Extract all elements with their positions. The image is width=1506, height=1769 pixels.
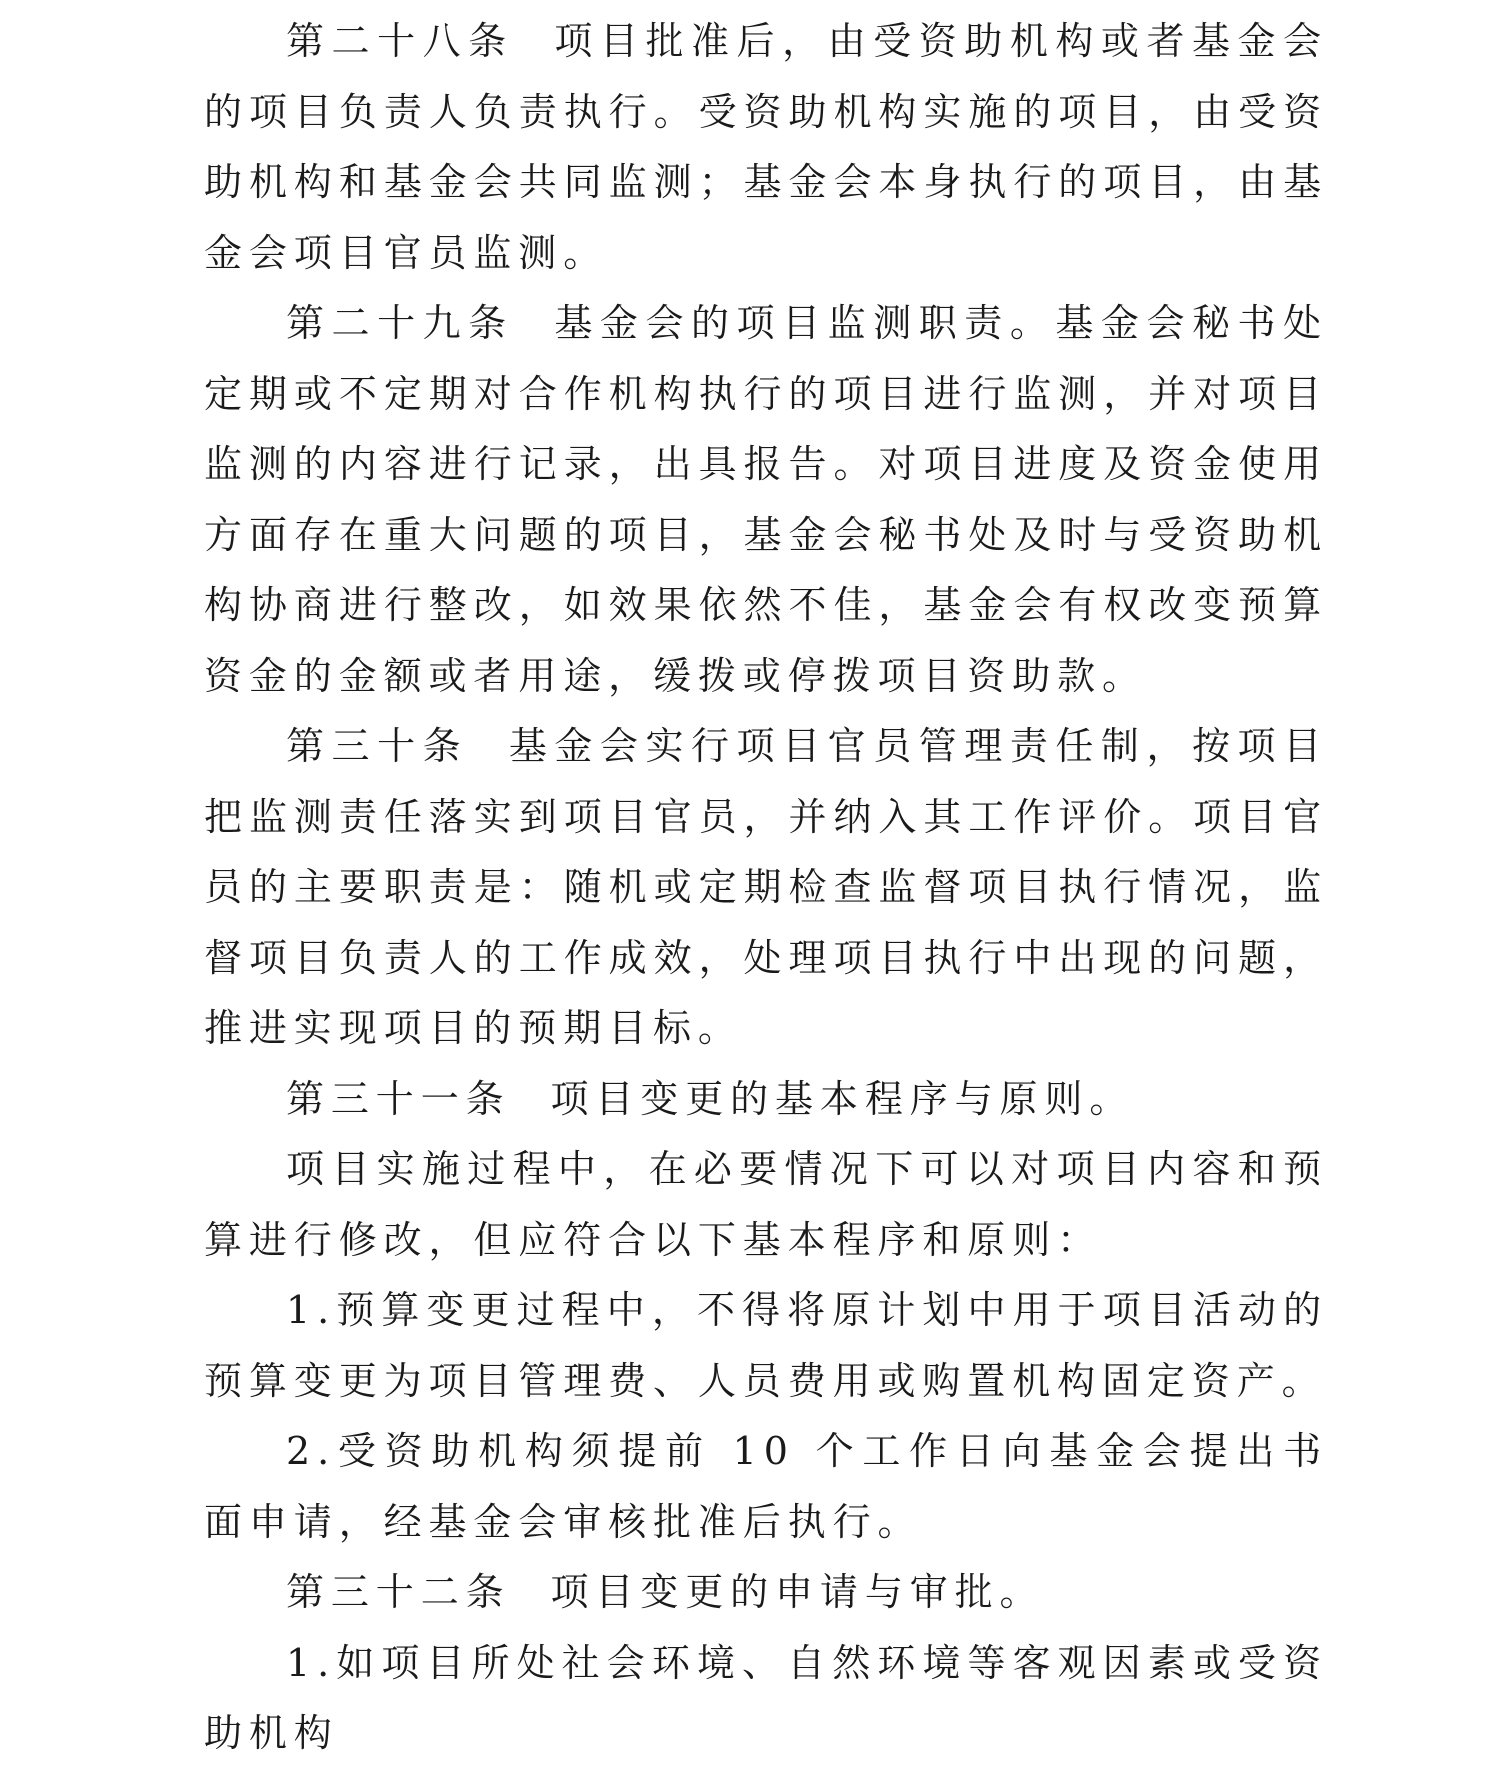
paragraph-text: 2.受资助机构须提前 10 个工作日向基金会提出书面申请，经基金会审核批准后执行。 <box>204 1429 1328 1544</box>
article-number: 第二十九条 <box>286 301 514 345</box>
paragraph-text: 1.如项目所处社会环境、自然环境等客观因素或受资助机构 <box>204 1640 1328 1755</box>
paragraph-article-31 <box>204 1064 1328 1135</box>
document-body <box>204 6 1328 1769</box>
paragraph-article-28 <box>204 6 1328 288</box>
paragraph-article-30 <box>204 711 1328 1064</box>
article-number: 第三十条 <box>286 724 469 768</box>
paragraph-text: 项目变更的申请与审批。 <box>550 1570 1045 1614</box>
paragraph-article-29 <box>204 288 1328 711</box>
paragraph-change-intro <box>204 1134 1328 1275</box>
article-number: 第三十二条 <box>286 1570 511 1614</box>
article-number: 第三十一条 <box>286 1076 511 1121</box>
paragraph-text: 项目实施过程中，在必要情况下可以对项目内容和预算进行修改，但应符合以下基本程序和原则： <box>204 1147 1328 1262</box>
paragraph-article-32 <box>204 1557 1328 1628</box>
paragraph-change-rule-1 <box>204 1275 1328 1416</box>
paragraph-approval-rule-1 <box>204 1628 1328 1769</box>
article-number: 第二十八条 <box>286 19 514 63</box>
paragraph-text: 项目变更的基本程序与原则。 <box>550 1076 1135 1121</box>
paragraph-text: 基金会的项目监测职责。基金会秘书处定期或不定期对合作机构执行的项目进行监测，并对项目监测的内容进行记录，出具报告。对项目进度及资金使用方面存在重大问题的项目，基金会秘书处及时与受资助机构协商进行整改，如效果依然不佳，基金会有权改变预算资金的金额或者用途，缓拨或停拨项目资助款。 <box>204 301 1328 698</box>
paragraph-text: 项目批准后，由受资助机构或者基金会的项目负责人负责执行。受资助机构实施的项目，由受资助机构和基金会共同监测；基金会本身执行的项目，由基金会项目官员监测。 <box>204 19 1328 275</box>
paragraph-text: 基金会实行项目官员管理责任制，按项目把监测责任落实到项目官员，并纳入其工作评价。项目官员的主要职责是：随机或定期检查监督项目执行情况，监督项目负责人的工作成效，处理项目执行中出现的问题，推进实现项目的预期目标。 <box>204 724 1328 1050</box>
paragraph-text: 1.预算变更过程中，不得将原计划中用于项目活动的预算变更为项目管理费、人员费用或购置机构固定资产。 <box>204 1288 1328 1403</box>
paragraph-change-rule-2 <box>204 1416 1328 1557</box>
